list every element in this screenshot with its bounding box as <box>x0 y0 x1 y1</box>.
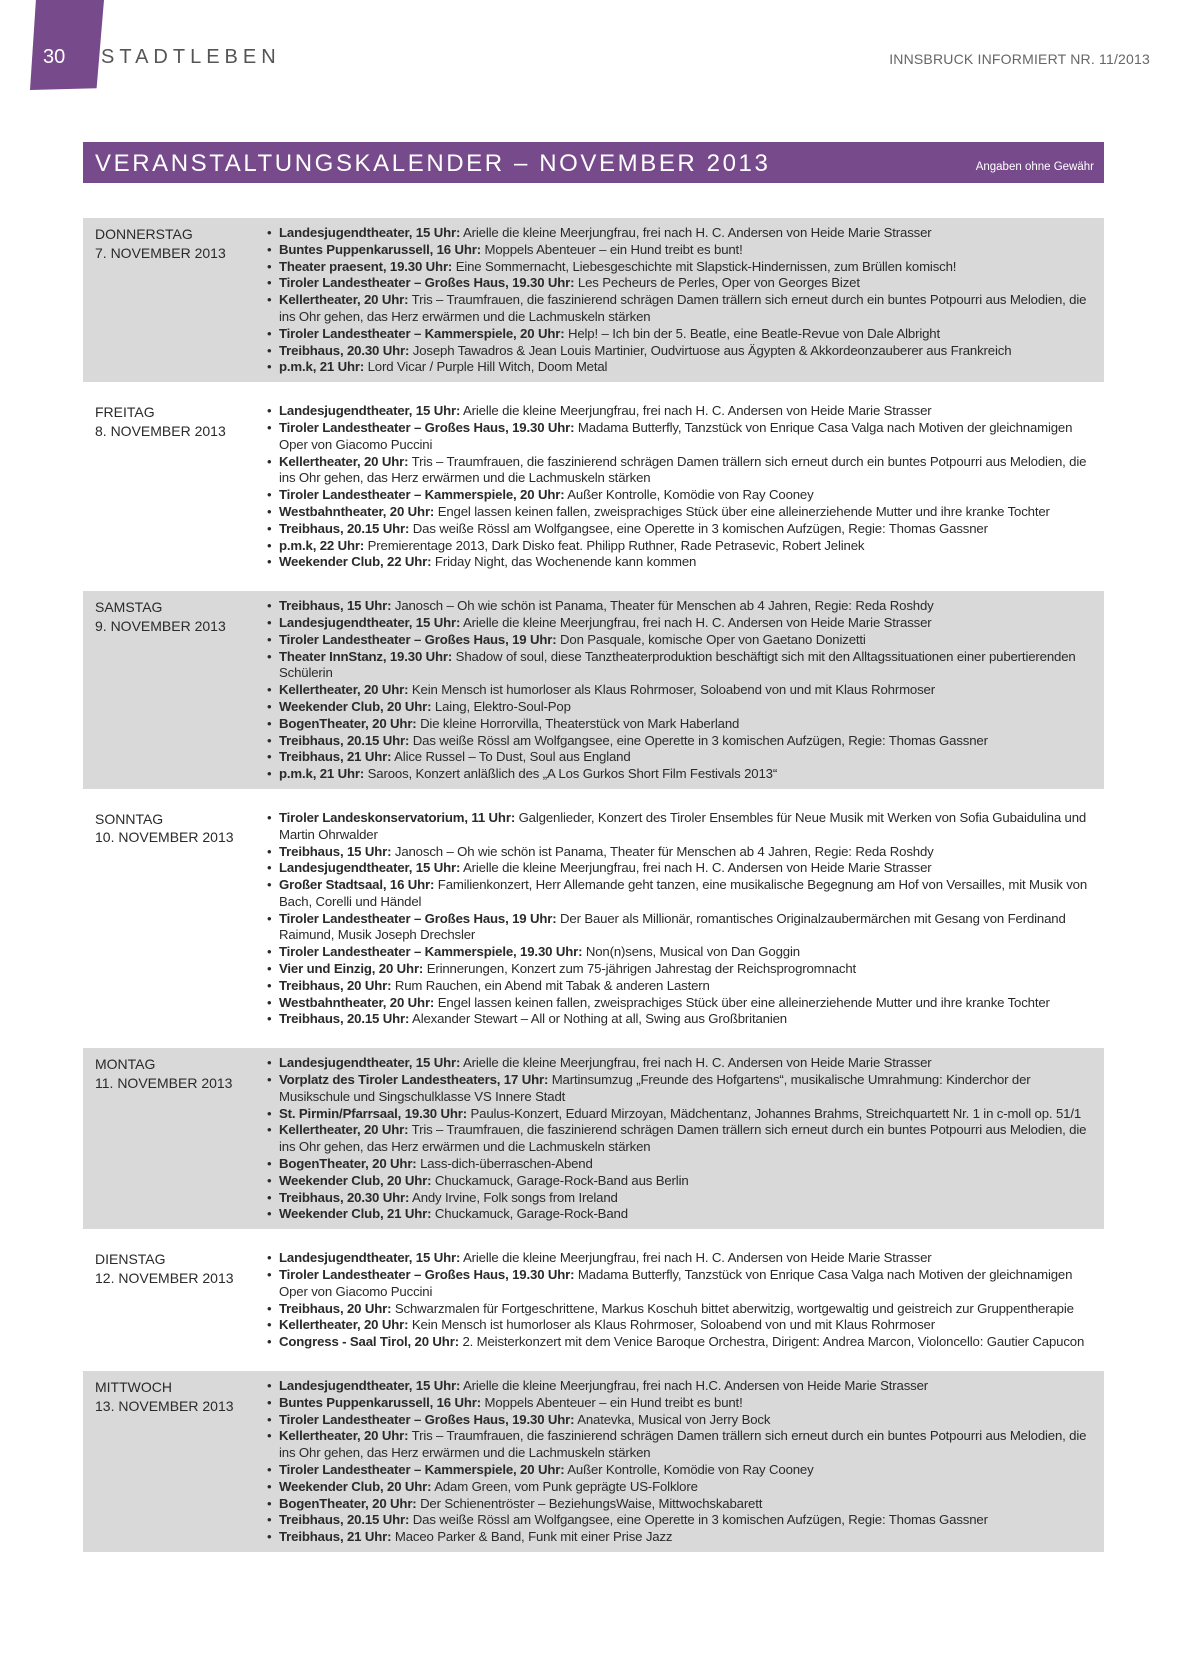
event-item <box>267 1011 1102 1028</box>
event-description: Anatevka, Musical von Jerry Bock <box>577 1411 771 1427</box>
magazine-issue: INNSBRUCK INFORMIERT NR. 11/2013 <box>889 51 1150 67</box>
event-description: Friday Night, das Wochenende kann kommen <box>434 554 697 570</box>
day-date <box>83 403 267 571</box>
event-item <box>267 1267 1102 1301</box>
event-venue: BogenTheater, 20 Uhr: <box>279 1495 417 1511</box>
day-block <box>83 1243 1104 1357</box>
event-venue: Tiroler Landestheater – Großes Haus, 19 Uhr: <box>279 910 557 926</box>
date: 13. NOVEMBER 2013 <box>95 1397 234 1414</box>
event-item <box>267 733 1102 750</box>
event-venue: Theater InnStanz, 19.30 Uhr: <box>279 648 453 664</box>
event-description: Der Bauer als Millionär, romantisches Originalzaubermärchen mit Gesang von Ferdinand Raimund, Musik Joseph Drechsler <box>279 910 1066 943</box>
event-venue: Westbahntheater, 20 Uhr: <box>279 503 435 519</box>
event-item <box>267 649 1102 683</box>
event-venue: Treibhaus, 21 Uhr: <box>279 1529 392 1545</box>
event-item <box>267 420 1102 454</box>
event-description: Alexander Stewart – All or Nothing at all, Swing aus Großbritanien <box>412 1011 787 1027</box>
event-item <box>267 961 1102 978</box>
event-list <box>267 1250 1102 1351</box>
event-venue: Weekender Club, 20 Uhr: <box>279 1172 432 1188</box>
event-item <box>267 911 1102 945</box>
weekday: DONNERSTAG <box>95 226 193 242</box>
event-venue: Tiroler Landestheater – Großes Haus, 19.30 Uhr: <box>279 1411 575 1427</box>
event-item <box>267 1301 1102 1318</box>
event-item <box>267 877 1102 911</box>
event-description: Lass-dich-überraschen-Abend <box>420 1156 593 1172</box>
event-description: Saroos, Konzert anläßlich des „A Los Gurkos Short Film Festivals 2013“ <box>367 766 778 782</box>
event-venue: Treibhaus, 20.15 Uhr: <box>279 1011 410 1027</box>
event-description: Alice Russel – To Dust, Soul aus England <box>394 749 631 765</box>
event-venue: Tiroler Landestheater – Kammerspiele, 20 Uhr: <box>279 1462 565 1477</box>
event-venue: Tiroler Landestheater – Großes Haus, 19.30 Uhr: <box>279 419 575 435</box>
date: 9. NOVEMBER 2013 <box>95 617 226 634</box>
event-item <box>267 1395 1102 1412</box>
event-description: Les Pecheurs de Perles, Oper von Georges Bizet <box>577 275 860 291</box>
event-item <box>267 403 1102 420</box>
day-block <box>83 591 1104 789</box>
event-item <box>267 860 1102 877</box>
event-description: Engel lassen keinen fallen, zweisprachiges Stück über eine alleinerziehende Mutter und ihre kranke Tochter <box>437 503 1050 519</box>
event-venue: BogenTheater, 20 Uhr: <box>279 715 417 731</box>
event-item <box>267 1512 1102 1529</box>
event-venue: Treibhaus, 20.30 Uhr: <box>279 342 410 358</box>
event-description: Joseph Tawadros & Jean Louis Martinier, Oudvirtuose aus Ägypten & Akkordeonzauberer aus Frankreich <box>412 342 1012 358</box>
event-venue: Congress - Saal Tirol, 20 Uhr: <box>279 1334 459 1350</box>
day-date <box>83 1055 267 1223</box>
event-venue: Tiroler Landestheater – Kammerspiele, 20 Uhr: <box>279 325 565 341</box>
event-description: Premierentage 2013, Dark Disko feat. Philipp Ruthner, Rade Petrasevic, Robert Jelinek <box>367 537 865 553</box>
event-description: Janosch – Oh wie schön ist Panama, Theater für Menschen ab 4 Jahren, Regie: Reda Roshdy <box>394 598 934 614</box>
event-item <box>267 632 1102 649</box>
weekday: MONTAG <box>95 1056 156 1073</box>
event-venue: Tiroler Landestheater – Kammerspiele, 19.30 Uhr: <box>279 944 583 960</box>
event-item <box>267 995 1102 1012</box>
event-item <box>267 766 1102 783</box>
event-description: Außer Kontrolle, Komödie von Ray Cooney <box>567 487 814 503</box>
event-description: Die kleine Horrorvilla, Theaterstück von Mark Haberland <box>420 715 740 731</box>
disclaimer: Angaben ohne Gewähr <box>975 161 1094 173</box>
event-venue: Treibhaus, 20 Uhr: <box>279 1300 392 1316</box>
page-tab <box>30 0 104 90</box>
event-item <box>267 326 1102 343</box>
event-item <box>267 978 1102 995</box>
event-description: Janosch – Oh wie schön ist Panama, Theater für Menschen ab 4 Jahren, Regie: Reda Roshdy <box>394 843 934 859</box>
event-venue: Kellertheater, 20 Uhr: <box>279 453 409 469</box>
event-description: Arielle die kleine Meerjungfrau, frei nach H.C. Andersen von Heide Marie Strasser <box>463 1378 929 1394</box>
event-list <box>267 403 1102 571</box>
event-venue: Landesjugendtheater, 15 Uhr: <box>279 403 461 419</box>
weekday: SONNTAG <box>95 810 164 827</box>
event-list <box>267 1378 1102 1546</box>
event-venue: Treibhaus, 15 Uhr: <box>279 598 392 614</box>
event-item <box>267 275 1102 292</box>
event-description: Chuckamuck, Garage-Rock-Band aus Berlin <box>434 1172 689 1188</box>
event-item <box>267 538 1102 555</box>
event-item <box>267 1250 1102 1267</box>
event-description: Moppels Abenteuer – ein Hund treibt es bunt! <box>484 241 743 257</box>
event-venue: Theater praesent, 19.30 Uhr: <box>279 258 453 274</box>
event-venue: Tiroler Landestheater – Großes Haus, 19.30 Uhr: <box>279 275 575 291</box>
event-list <box>267 598 1102 783</box>
event-venue: Tiroler Landestheater – Großes Haus, 19.30 Uhr: <box>279 1267 575 1283</box>
event-venue: Kellertheater, 20 Uhr: <box>279 682 409 698</box>
event-item <box>267 716 1102 733</box>
event-item <box>267 1462 1102 1479</box>
event-venue: Treibhaus, 20.30 Uhr: <box>279 1189 410 1205</box>
event-item <box>267 1529 1102 1546</box>
event-item <box>267 242 1102 259</box>
event-description: Paulus-Konzert, Eduard Mirzoyan, Mädchentanz, Johannes Brahms, Streichquartett Nr. 1 in c-moll op. 51/1 <box>470 1105 1082 1121</box>
event-item <box>267 292 1102 326</box>
event-description: Das weiße Rössl am Wolfgangsee, eine Operette in 3 komischen Aufzügen, Regie: Thomas Gassner <box>412 1512 988 1528</box>
event-item <box>267 699 1102 716</box>
event-venue: Kellertheater, 20 Uhr: <box>279 292 409 308</box>
event-item <box>267 749 1102 766</box>
event-description: Arielle die kleine Meerjungfrau, frei nach H. C. Andersen von Heide Marie Strasser <box>463 1055 932 1071</box>
event-description: Erinnerungen, Konzert zum 75-jährigen Jahrestag der Reichsprogromnacht <box>426 961 857 977</box>
event-venue: Treibhaus, 20.15 Uhr: <box>279 520 410 536</box>
event-venue: Buntes Puppenkarussell, 16 Uhr: <box>279 1394 482 1410</box>
event-venue: Landesjugendtheater, 15 Uhr: <box>279 225 461 240</box>
day-block <box>83 803 1104 1034</box>
event-description: Adam Green, vom Punk geprägte US-Folklore <box>434 1478 698 1494</box>
event-venue: St. Pirmin/Pfarrsaal, 19.30 Uhr: <box>279 1105 467 1121</box>
calendar-title-bar <box>83 142 1104 183</box>
event-venue: Buntes Puppenkarussell, 16 Uhr: <box>279 241 482 257</box>
page-number: 30 <box>43 46 66 68</box>
event-venue: Treibhaus, 21 Uhr: <box>279 749 392 765</box>
event-item <box>267 359 1102 376</box>
event-description: Das weiße Rössl am Wolfgangsee, eine Operette in 3 komischen Aufzügen, Regie: Thomas Gassner <box>412 520 988 536</box>
event-description: Galgenlieder, Konzert des Tiroler Ensembles für Neue Musik mit Werken von Sofia Gubaidulina und Martin Ohrwalder <box>279 809 1087 842</box>
event-venue: Landesjugendtheater, 15 Uhr: <box>279 1250 461 1266</box>
event-venue: Landesjugendtheater, 15 Uhr: <box>279 614 461 630</box>
event-description: Arielle die kleine Meerjungfrau, frei nach H. C. Andersen von Heide Marie Strasser <box>463 1250 932 1266</box>
event-description: Maceo Parker & Band, Funk mit einer Prise Jazz <box>394 1529 673 1545</box>
event-description: Moppels Abenteuer – ein Hund treibt es bunt! <box>484 1394 743 1410</box>
event-description: Der Schienentröster – BeziehungsWaise, Mittwochskabarett <box>420 1495 763 1511</box>
event-venue: Landesjugendtheater, 15 Uhr: <box>279 860 461 876</box>
event-venue: Landesjugendtheater, 15 Uhr: <box>279 1055 461 1071</box>
day-date <box>83 1250 267 1351</box>
day-block <box>83 218 1104 382</box>
event-description: Das weiße Rössl am Wolfgangsee, eine Operette in 3 komischen Aufzügen, Regie: Thomas Gassner <box>412 732 988 748</box>
event-item <box>267 944 1102 961</box>
event-description: Tris – Traumfrauen, die faszinierend schrägen Damen trällern sich erneut durch ein buntes Potpourri aus Melodien, die ins Ohr gehen, das Herz erwärmen und die Lachmuskeln stärken <box>279 1428 1087 1461</box>
event-description: Martinsumzug „Freunde des Hofgartens“, musikalische Umrahmung: Kinderchor der Musikschule und Singschulklasse VS Innere Stadt <box>279 1072 1031 1104</box>
event-description: Non(n)sens, Musical von Dan Goggin <box>585 944 800 960</box>
event-venue: BogenTheater, 20 Uhr: <box>279 1156 417 1172</box>
event-item <box>267 1122 1102 1156</box>
event-venue: Treibhaus, 20 Uhr: <box>279 977 392 993</box>
date: 10. NOVEMBER 2013 <box>95 829 234 846</box>
event-venue: Kellertheater, 20 Uhr: <box>279 1317 409 1333</box>
event-list <box>267 225 1102 376</box>
event-venue: Kellertheater, 20 Uhr: <box>279 1122 409 1138</box>
day-date <box>83 810 267 1028</box>
section-title: STADTLEBEN <box>101 46 281 68</box>
event-venue: Tiroler Landestheater – Großes Haus, 19 Uhr: <box>279 631 557 647</box>
event-venue: Westbahntheater, 20 Uhr: <box>279 994 435 1010</box>
event-venue: Treibhaus, 15 Uhr: <box>279 843 392 859</box>
event-item <box>267 1496 1102 1513</box>
event-item <box>267 521 1102 538</box>
event-description: Arielle die kleine Meerjungfrau, frei nach H. C. Andersen von Heide Marie Strasser <box>463 403 932 419</box>
event-item <box>267 1206 1102 1223</box>
day-date <box>83 1378 267 1546</box>
calendar-title: VERANSTALTUNGSKALENDER – NOVEMBER 2013 <box>95 150 771 177</box>
event-item <box>267 844 1102 861</box>
event-item <box>267 1334 1102 1351</box>
event-item <box>267 598 1102 615</box>
day-date <box>83 598 267 783</box>
event-item <box>267 1106 1102 1123</box>
event-venue: Treibhaus, 20.15 Uhr: <box>279 1512 410 1528</box>
event-venue: Kellertheater, 20 Uhr: <box>279 1428 409 1444</box>
event-item <box>267 225 1102 242</box>
event-description: Help! – Ich bin der 5. Beatle, eine Beatle-Revue von Dale Albright <box>567 325 941 341</box>
day-date <box>83 225 267 376</box>
event-item <box>267 1055 1102 1072</box>
event-description: Madama Butterfly, Tanzstück von Enrique Casa Valga nach Motiven der gleichnamigen Oper von Giacomo Puccini <box>279 419 1073 452</box>
date: 8. NOVEMBER 2013 <box>95 422 226 439</box>
event-description: Shadow of soul, diese Tanztheaterproduktion beschäftigt sich mit den Alltagssituationen einer pubertierenden Schülerin <box>279 648 1076 681</box>
event-description: Don Pasquale, komische Oper von Gaetano Donizetti <box>560 631 866 647</box>
event-item <box>267 1479 1102 1496</box>
event-venue: Treibhaus, 20.15 Uhr: <box>279 732 410 748</box>
event-venue: p.m.k, 21 Uhr: <box>279 359 365 375</box>
event-description: Eine Sommernacht, Liebesgeschichte mit Slapstick-Hindernissen, zum Brüllen komisch! <box>455 258 957 274</box>
weekday: SAMSTAG <box>95 599 163 616</box>
event-item <box>267 554 1102 571</box>
event-description: Arielle die kleine Meerjungfrau, frei nach H. C. Andersen von Heide Marie Strasser <box>463 860 932 876</box>
event-item <box>267 454 1102 488</box>
event-list <box>267 810 1102 1028</box>
event-description: Lord Vicar / Purple Hill Witch, Doom Metal <box>367 359 608 375</box>
event-description: Andy Irvine, Folk songs from Ireland <box>412 1189 618 1205</box>
event-item <box>267 1173 1102 1190</box>
event-venue: Weekender Club, 20 Uhr: <box>279 1478 432 1494</box>
event-description: Arielle die kleine Meerjungfrau, frei nach H. C. Andersen von Heide Marie Strasser <box>463 614 932 630</box>
event-description: Kein Mensch ist humorloser als Klaus Rohrmoser, Soloabend von und mit Klaus Rohrmoser <box>411 1317 935 1333</box>
event-venue: Weekender Club, 20 Uhr: <box>279 698 432 714</box>
event-description: Rum Rauchen, ein Abend mit Tabak & anderen Lastern <box>394 977 710 993</box>
date: 12. NOVEMBER 2013 <box>95 1269 234 1286</box>
event-item <box>267 615 1102 632</box>
date: 11. NOVEMBER 2013 <box>95 1074 233 1091</box>
event-description: Laing, Elektro-Soul-Pop <box>434 698 571 714</box>
event-description: Tris – Traumfrauen, die faszinierend schrägen Damen trällern sich erneut durch ein buntes Potpourri aus Melodien, die ins Ohr gehen, das Herz erwärmen und die Lachmuskeln stärken <box>279 292 1087 324</box>
event-list <box>267 1055 1102 1223</box>
weekday: MITTWOCH <box>95 1379 172 1396</box>
event-venue: Vier und Einzig, 20 Uhr: <box>279 961 424 977</box>
event-venue: Tiroler Landeskonservatorium, 11 Uhr: <box>279 809 516 825</box>
weekday: DIENSTAG <box>95 1251 166 1268</box>
event-description: 2. Meisterkonzert mit dem Venice Baroque Orchestra, Dirigent: Andrea Marcon, Violoncello: Gautier Capucon <box>462 1334 1085 1350</box>
event-venue: p.m.k, 22 Uhr: <box>279 537 365 553</box>
event-venue: Tiroler Landestheater – Kammerspiele, 20 Uhr: <box>279 487 565 503</box>
event-description: Chuckamuck, Garage-Rock-Band <box>434 1206 628 1222</box>
event-item <box>267 1072 1102 1106</box>
event-item <box>267 1378 1102 1395</box>
event-description: Familienkonzert, Herr Allemande geht tanzen, eine musikalische Begegnung am Hof von Versailles, mit Musik von Bach, Corelli und Händel <box>279 877 1088 909</box>
event-description: Madama Butterfly, Tanzstück von Enrique Casa Valga nach Motiven der gleichnamigen Oper von Giacomo Puccini <box>279 1267 1073 1299</box>
event-item <box>267 1412 1102 1429</box>
event-venue: Weekender Club, 22 Uhr: <box>279 554 432 570</box>
event-item <box>267 1156 1102 1173</box>
event-venue: Landesjugendtheater, 15 Uhr: <box>279 1378 461 1394</box>
event-description: Arielle die kleine Meerjungfrau, frei nach H. C. Andersen von Heide Marie Strasser <box>463 225 932 240</box>
date: 7. NOVEMBER 2013 <box>95 244 226 261</box>
event-description: Engel lassen keinen fallen, zweisprachiges Stück über eine alleinerziehende Mutter und ihre kranke Tochter <box>437 994 1050 1010</box>
day-block <box>83 1048 1104 1229</box>
event-description: Tris – Traumfrauen, die faszinierend schrägen Damen trällern sich erneut durch ein buntes Potpourri aus Melodien, die ins Ohr gehen, das Herz erwärmen und die Lachmuskeln stärken <box>279 453 1087 486</box>
event-item <box>267 1428 1102 1462</box>
event-venue: Vorplatz des Tiroler Landestheaters, 17 Uhr: <box>279 1072 549 1088</box>
event-venue: p.m.k, 21 Uhr: <box>279 766 365 782</box>
weekday: FREITAG <box>95 404 155 421</box>
event-item <box>267 810 1102 844</box>
event-description: Kein Mensch ist humorloser als Klaus Rohrmoser, Soloabend von und mit Klaus Rohrmoser <box>411 682 935 698</box>
event-description: Tris – Traumfrauen, die faszinierend schrägen Damen trällern sich erneut durch ein buntes Potpourri aus Melodien, die ins Ohr gehen, das Herz erwärmen und die Lachmuskeln stärken <box>279 1122 1087 1155</box>
event-venue: Weekender Club, 21 Uhr: <box>279 1206 432 1222</box>
event-venue: Großer Stadtsaal, 16 Uhr: <box>279 877 435 893</box>
event-description: Außer Kontrolle, Komödie von Ray Cooney <box>567 1462 814 1477</box>
event-description: Schwarzmalen für Fortgeschrittene, Markus Koschuh bittet aberwitzig, wortgewaltig und geistreich zur Gruppentherapie <box>394 1300 1074 1316</box>
event-item <box>267 343 1102 360</box>
day-block <box>83 1371 1104 1552</box>
day-block <box>83 396 1104 577</box>
event-item <box>267 504 1102 521</box>
event-item <box>267 1190 1102 1207</box>
event-item <box>267 259 1102 276</box>
event-item <box>267 1317 1102 1334</box>
event-item <box>267 682 1102 699</box>
event-item <box>267 487 1102 504</box>
event-calendar <box>83 218 1104 1566</box>
